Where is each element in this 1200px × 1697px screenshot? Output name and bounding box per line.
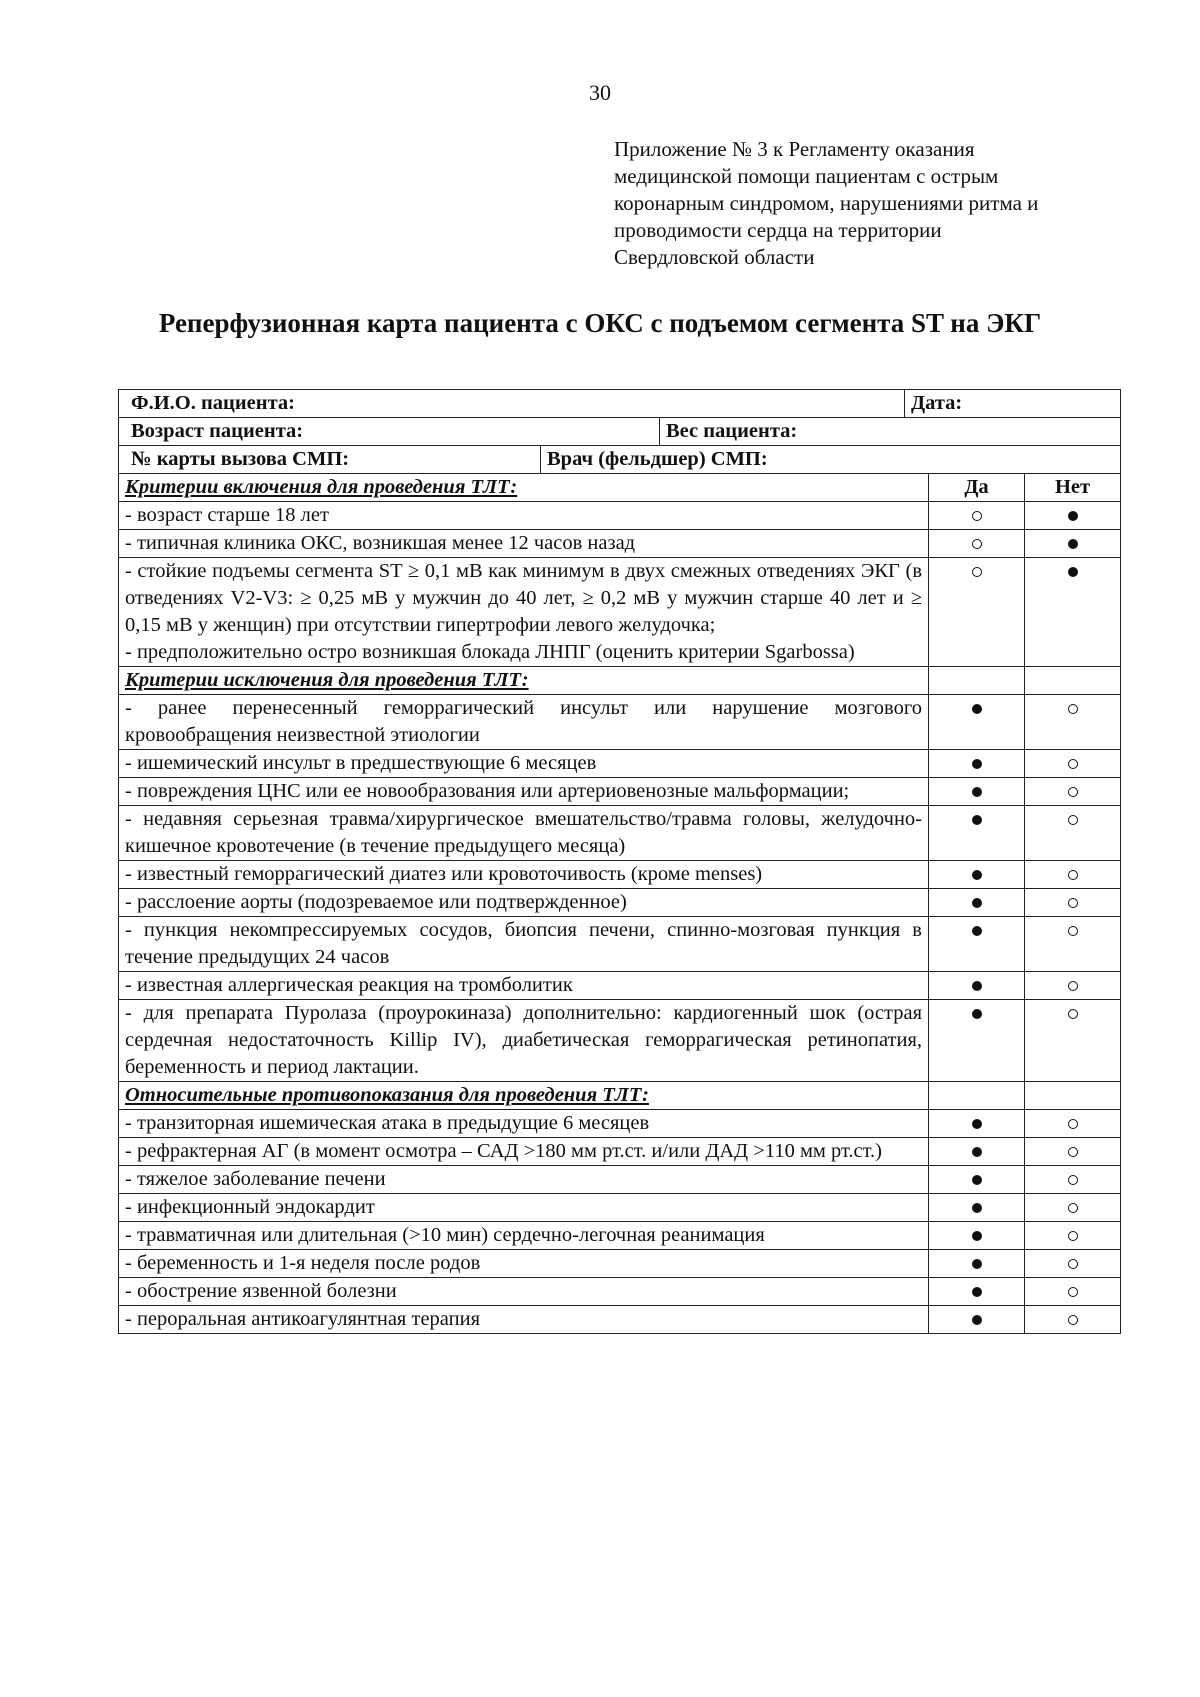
criterion-row (119, 1166, 1121, 1194)
section-header-inclusion (119, 474, 1121, 502)
appendix-line: коронарным синдромом, нарушениями ритма и (614, 191, 1039, 215)
yes-cell[interactable] (929, 1194, 1025, 1222)
weight-label: Вес пациента: (659, 418, 1114, 445)
filled-circle-icon[interactable] (972, 815, 982, 825)
criterion-text: - тяжелое заболевание печени (125, 1168, 386, 1190)
criterion-text-cell (119, 502, 929, 530)
empty-circle-icon[interactable] (972, 539, 982, 549)
empty-circle-icon[interactable] (1068, 1315, 1078, 1325)
yes-cell[interactable] (929, 1110, 1025, 1138)
empty-circle-icon[interactable] (1068, 1259, 1078, 1269)
filled-circle-icon[interactable] (1068, 567, 1078, 577)
empty-circle-icon[interactable] (1068, 704, 1078, 714)
criterion-text-cell (119, 1278, 929, 1306)
no-cell[interactable] (1025, 1278, 1121, 1306)
yes-cell[interactable] (929, 1166, 1025, 1194)
criterion-text-cell (119, 861, 929, 889)
column-no-header: Нет (1025, 474, 1121, 502)
criterion-row (119, 502, 1121, 530)
criterion-text: - типичная клиника ОКС, возникшая менее 12 часов назад (125, 532, 636, 554)
yes-cell[interactable] (929, 1250, 1025, 1278)
empty-circle-icon[interactable] (972, 567, 982, 577)
criterion-text-cell (119, 695, 929, 750)
filled-circle-icon[interactable] (972, 1231, 982, 1241)
criterion-text: - рефрактерная АГ (в момент осмотра – САД >180 мм рт.ст. и/или ДАД >110 мм рт.ст.) (125, 1140, 882, 1162)
header-row-age (119, 418, 1121, 446)
appendix-note (614, 136, 1114, 271)
no-cell[interactable] (1025, 530, 1121, 558)
yes-cell[interactable] (929, 502, 1025, 530)
yes-cell[interactable] (929, 1278, 1025, 1306)
criterion-text-cell (119, 1306, 929, 1334)
yes-cell[interactable] (929, 530, 1025, 558)
criterion-text: - травматичная или длительная (>10 мин) сердечно-легочная реанимация (125, 1224, 765, 1246)
section-title: Критерии исключения для проведения ТЛТ: (119, 667, 929, 695)
appendix-line: Приложение № 3 к Регламенту оказания (614, 137, 975, 161)
yes-cell[interactable] (929, 1222, 1025, 1250)
criterion-text: - расслоение аорты (подозреваемое или подтвержденное) (125, 891, 627, 913)
empty-circle-icon[interactable] (1068, 926, 1078, 936)
criterion-text: - для препарата Пуролаза (проурокиназа) дополнительно: кардиогенный шок (острая сердечная недостаточность Killip IV), диабетическая геморрагическая ретинопатия, беременность и период лактации. (125, 1002, 922, 1078)
yes-cell[interactable] (929, 861, 1025, 889)
filled-circle-icon[interactable] (972, 1009, 982, 1019)
criterion-text-cell (119, 778, 929, 806)
criterion-row (119, 1138, 1121, 1166)
criterion-text: - предположительно остро возникшая блокада ЛНПГ (оценить критерии Sgarbossa) (125, 641, 855, 663)
criterion-text-cell (119, 806, 929, 861)
criterion-text: - известный геморрагический диатез или кровоточивость (кроме menses) (125, 863, 763, 885)
criterion-text: - возраст старше 18 лет (125, 504, 329, 526)
doctor-label: Врач (фельдшер) СМП: (540, 446, 1114, 473)
no-cell[interactable] (1025, 806, 1121, 861)
criterion-row (119, 750, 1121, 778)
criterion-text: - пероральная антикоагулянтная терапия (125, 1308, 480, 1330)
filled-circle-icon[interactable] (972, 1175, 982, 1185)
section-header-relative (119, 1082, 1121, 1110)
no-cell[interactable] (1025, 558, 1121, 667)
filled-circle-icon[interactable] (972, 759, 982, 769)
no-cell[interactable] (1025, 778, 1121, 806)
criterion-row (119, 1000, 1121, 1082)
no-cell[interactable] (1025, 861, 1121, 889)
yes-cell[interactable] (929, 806, 1025, 861)
empty-circle-icon[interactable] (1068, 1175, 1078, 1185)
empty-circle-icon[interactable] (1068, 1203, 1078, 1213)
no-cell[interactable] (1025, 972, 1121, 1000)
filled-circle-icon[interactable] (972, 898, 982, 908)
criterion-row (119, 1222, 1121, 1250)
no-cell[interactable] (1025, 1194, 1121, 1222)
criterion-text: - обострение язвенной болезни (125, 1280, 397, 1302)
filled-circle-icon[interactable] (1068, 511, 1078, 521)
filled-circle-icon[interactable] (1068, 539, 1078, 549)
date-label: Дата: (904, 390, 1114, 417)
criterion-row (119, 1110, 1121, 1138)
criterion-text: - известная аллергическая реакция на тромболитик (125, 974, 573, 996)
empty-circle-icon[interactable] (1068, 1231, 1078, 1241)
filled-circle-icon[interactable] (972, 981, 982, 991)
call-card-label: № карты вызова СМП: (131, 448, 350, 470)
section-header-exclusion (119, 667, 1121, 695)
criterion-text-cell (119, 917, 929, 972)
yes-cell[interactable] (929, 750, 1025, 778)
no-cell[interactable] (1025, 917, 1121, 972)
reperfusion-card-table (118, 389, 1121, 1334)
criterion-text: - пункция некомпрессируемых сосудов, биопсия печени, спинно-мозговая пункция в течение предыдущих 24 часов (125, 919, 922, 968)
yes-cell[interactable] (929, 778, 1025, 806)
empty-cell (1025, 667, 1121, 695)
empty-cell (1025, 1082, 1121, 1110)
criterion-text-cell (119, 1250, 929, 1278)
patient-name-label: Ф.И.О. пациента: (131, 392, 295, 414)
criterion-text-cell (119, 558, 929, 667)
no-cell[interactable] (1025, 1250, 1121, 1278)
criterion-text-cell (119, 750, 929, 778)
criterion-row (119, 778, 1121, 806)
criterion-row (119, 558, 1121, 667)
no-cell[interactable] (1025, 1000, 1121, 1082)
yes-cell[interactable] (929, 1000, 1025, 1082)
no-cell[interactable] (1025, 1222, 1121, 1250)
criterion-text: - инфекционный эндокардит (125, 1196, 375, 1218)
yes-cell[interactable] (929, 889, 1025, 917)
filled-circle-icon[interactable] (972, 1119, 982, 1129)
empty-cell (929, 667, 1025, 695)
criterion-text: - повреждения ЦНС или ее новообразования или артериовенозные мальформации; (125, 780, 850, 802)
empty-circle-icon[interactable] (1068, 787, 1078, 797)
criterion-text: - транзиторная ишемическая атака в предыдущие 6 месяцев (125, 1112, 650, 1134)
criterion-row (119, 695, 1121, 750)
empty-circle-icon[interactable] (1068, 981, 1078, 991)
criterion-text-cell (119, 972, 929, 1000)
empty-circle-icon[interactable] (1068, 815, 1078, 825)
filled-circle-icon[interactable] (972, 926, 982, 936)
appendix-line: медицинской помощи пациентам с острым (614, 164, 999, 188)
criterion-row (119, 1306, 1121, 1334)
criterion-row (119, 1250, 1121, 1278)
criterion-row (119, 889, 1121, 917)
criterion-row (119, 861, 1121, 889)
empty-circle-icon[interactable] (1068, 1147, 1078, 1157)
yes-cell[interactable] (929, 1138, 1025, 1166)
yes-cell[interactable] (929, 917, 1025, 972)
age-label: Возраст пациента: (131, 420, 304, 442)
no-cell[interactable] (1025, 1166, 1121, 1194)
column-yes-header: Да (929, 474, 1025, 502)
filled-circle-icon[interactable] (972, 1147, 982, 1157)
no-cell[interactable] (1025, 695, 1121, 750)
document-title: Реперфузионная карта пациента с ОКС с подъемом сегмента ST на ЭКГ (158, 308, 1042, 338)
criterion-text-cell (119, 1110, 929, 1138)
filled-circle-icon[interactable] (972, 1203, 982, 1213)
header-row-patient (119, 390, 1121, 418)
empty-circle-icon[interactable] (1068, 1287, 1078, 1297)
yes-cell[interactable] (929, 1306, 1025, 1334)
empty-circle-icon[interactable] (972, 511, 982, 521)
empty-circle-icon[interactable] (1068, 1009, 1078, 1019)
criterion-row (119, 917, 1121, 972)
criterion-text-cell (119, 1166, 929, 1194)
criterion-row (119, 806, 1121, 861)
criterion-text: - ишемический инсульт в предшествующие 6 месяцев (125, 752, 597, 774)
filled-circle-icon[interactable] (972, 1287, 982, 1297)
empty-circle-icon[interactable] (1068, 759, 1078, 769)
appendix-line: проводимости сердца на территории (614, 218, 942, 242)
yes-cell[interactable] (929, 695, 1025, 750)
filled-circle-icon[interactable] (972, 1259, 982, 1269)
criterion-text: - беременность и 1-я неделя после родов (125, 1252, 481, 1274)
criterion-text-cell (119, 889, 929, 917)
criterion-row (119, 530, 1121, 558)
no-cell[interactable] (1025, 750, 1121, 778)
page-number: 30 (589, 80, 611, 105)
criterion-text-cell (119, 1138, 929, 1166)
appendix-line: Свердловской области (614, 245, 815, 269)
filled-circle-icon[interactable] (972, 787, 982, 797)
criterion-text: - ранее перенесенный геморрагический инсульт или нарушение мозгового кровообращения неизвестной этиологии (125, 697, 922, 746)
empty-cell (929, 1082, 1025, 1110)
filled-circle-icon[interactable] (972, 1315, 982, 1325)
no-cell[interactable] (1025, 889, 1121, 917)
criterion-text-cell (119, 530, 929, 558)
yes-cell[interactable] (929, 972, 1025, 1000)
criterion-row (119, 972, 1121, 1000)
criterion-text-cell (119, 1222, 929, 1250)
section-title: Относительные противопоказания для проведения ТЛТ: (119, 1082, 929, 1110)
empty-circle-icon[interactable] (1068, 870, 1078, 880)
filled-circle-icon[interactable] (972, 704, 982, 714)
filled-circle-icon[interactable] (972, 870, 982, 880)
criterion-row (119, 1278, 1121, 1306)
no-cell[interactable] (1025, 502, 1121, 530)
criterion-text-cell (119, 1194, 929, 1222)
no-cell[interactable] (1025, 1110, 1121, 1138)
empty-circle-icon[interactable] (1068, 898, 1078, 908)
header-row-call (119, 446, 1121, 474)
criterion-text: - недавняя серьезная травма/хирургическое вмешательство/травма головы, желудочно-кишечное кровотечение (в течение предыдущего месяца) (125, 808, 922, 857)
empty-circle-icon[interactable] (1068, 1119, 1078, 1129)
criterion-row (119, 1194, 1121, 1222)
criterion-text: - стойкие подъемы сегмента ST ≥ 0,1 мВ как минимум в двух смежных отведениях ЭКГ (в отведениях V2-V3: ≥ 0,25 мВ у мужчин до 40 лет, ≥ 0,2 мВ у мужчин старше 40 лет и ≥ 0,15 мВ у женщин) при отсутствии гипертрофии левого желудочка; (125, 560, 922, 636)
yes-cell[interactable] (929, 558, 1025, 667)
section-title: Критерии включения для проведения ТЛТ: (119, 474, 929, 502)
no-cell[interactable] (1025, 1138, 1121, 1166)
no-cell[interactable] (1025, 1306, 1121, 1334)
criterion-text-cell (119, 1000, 929, 1082)
